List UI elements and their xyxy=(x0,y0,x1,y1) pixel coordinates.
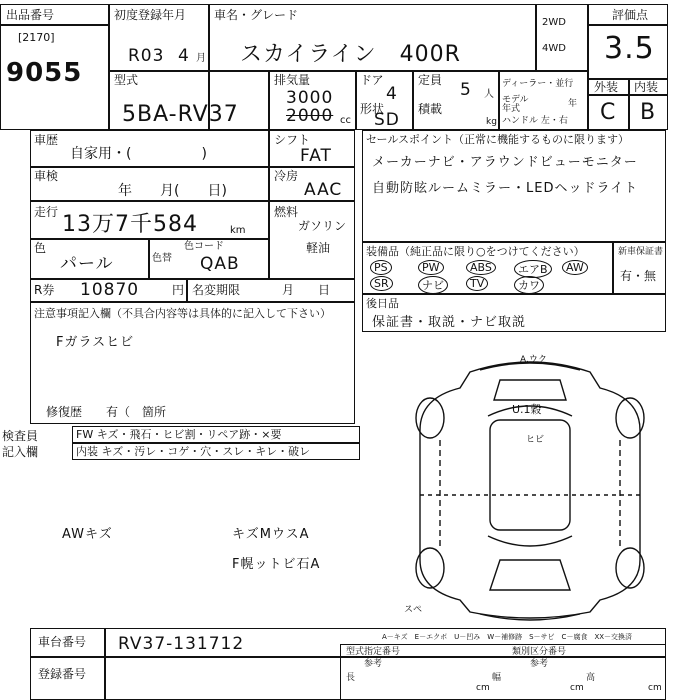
length-label: 長 xyxy=(346,673,356,683)
recycle-value: 10870 xyxy=(80,280,140,300)
after-docs-label: 後日品 xyxy=(366,297,399,310)
remark-right-2: F幌ットビ石A xyxy=(232,557,321,572)
equip-item: カワ xyxy=(514,276,544,294)
equip-item: AW xyxy=(562,260,588,275)
color-tone-label: 色替 xyxy=(152,253,172,264)
color-code-value: QAB xyxy=(200,254,240,274)
cls-label: 類別区分番号 xyxy=(512,647,567,657)
mileage-value: 13万7千584 xyxy=(62,212,198,237)
inspection-value: 年 月( 日) xyxy=(118,183,227,199)
equip-item: PS xyxy=(370,260,392,275)
aircon-value: AAC xyxy=(304,180,343,200)
equip-item: ナビ xyxy=(418,276,448,294)
diagram-roof-note: U.1穀 xyxy=(512,403,542,416)
equip-item: PW xyxy=(418,260,444,275)
aircon-label: 冷房 xyxy=(274,169,299,183)
model-year-label: モデル年式 xyxy=(502,95,529,114)
cm-1: cm xyxy=(476,683,490,693)
first-reg-label: 初度登録年月 xyxy=(114,8,187,22)
interior-label: 内装 xyxy=(634,80,659,94)
inspector-row2-text: 内装 キズ・汚レ・コゲ・穴・スレ・キレ・破レ xyxy=(76,445,311,458)
lot-bracket: [2170] xyxy=(18,31,55,44)
sales-line1: メーカーナビ・アラウンドビューモニター xyxy=(372,155,638,170)
sales-line2: 自動防眩ルームミラー・LEDヘッドライト xyxy=(372,181,639,196)
exterior-label: 外装 xyxy=(594,80,619,94)
equip-item: ABS xyxy=(466,260,496,275)
inspector-row1-text: FW キズ・飛石・ヒビ割・リペア跡・×要 xyxy=(76,428,282,441)
interior-value: B xyxy=(640,100,657,125)
entry-label: 記入欄 xyxy=(2,445,39,459)
fuel-value2: 軽油 xyxy=(306,241,331,255)
diagram-windshield-note: ヒビ xyxy=(526,435,545,445)
door-label: ドア xyxy=(360,73,384,87)
model-spec-label: 型式指定番号 xyxy=(346,647,401,657)
drive-4wd: 4WD xyxy=(542,43,566,54)
ref-2: 参考 xyxy=(530,659,549,669)
shape-label: 形状 xyxy=(360,102,385,116)
year-unit: 年 xyxy=(568,99,578,109)
capacity-label: 定員 xyxy=(418,73,443,87)
inspector-label: 検査員 xyxy=(2,429,39,443)
cm-2: cm xyxy=(570,683,584,693)
type-value: 5BA-RV37 xyxy=(122,102,239,127)
model-label: 車名・グレード xyxy=(214,8,299,22)
repair-label: 修復歴 有（ 箇所 xyxy=(46,405,167,419)
equip-label: 装備品（純正品に限り○をつけてください） xyxy=(366,245,585,258)
remark-left: AWキズ xyxy=(62,527,113,542)
first-reg-month: 4 xyxy=(178,46,190,66)
shift-value: FAT xyxy=(300,146,332,166)
ref-1: 参考 xyxy=(364,659,383,669)
height-label: 高 xyxy=(586,673,596,683)
type-label: 型式 xyxy=(114,73,139,87)
shape-value: SD xyxy=(374,110,400,130)
warranty-label: 新車保証書 xyxy=(618,247,664,257)
remark-right-1: キズMウスA xyxy=(232,527,310,542)
color-label: 色 xyxy=(34,241,47,255)
name-change-value: 月 日 xyxy=(282,283,331,297)
shift-label: シフト xyxy=(274,133,311,147)
diagram-top-note: A.ウク xyxy=(520,355,547,365)
cm-3: cm xyxy=(648,683,662,693)
equip-item: TV xyxy=(466,276,488,291)
name-change-label: 名変期限 xyxy=(192,283,241,297)
capacity-unit: 人 xyxy=(484,89,494,100)
score-label: 評価点 xyxy=(612,8,649,22)
width-label: 幅 xyxy=(492,673,502,683)
handle-label: ハンドル 左・右 xyxy=(502,116,568,126)
equip-item: SR xyxy=(370,276,393,291)
history-value: 自家用・( ) xyxy=(70,146,207,162)
diagram-legend: A－キズ E－エクボ U－凹み W－補修跡 S－サビ C－腐食 XX－交換済 xyxy=(382,633,633,641)
load-label: 積載 xyxy=(418,102,443,116)
km-unit: km xyxy=(230,225,246,236)
after-docs-value: 保証書・取説・ナビ取説 xyxy=(372,315,527,330)
diagram-bottom-note: スペ xyxy=(404,605,423,615)
chassis-label: 車台番号 xyxy=(38,635,87,649)
capacity-value: 5 xyxy=(460,80,472,100)
color-code-label: 色コード xyxy=(184,241,224,252)
door-value: 4 xyxy=(386,84,398,104)
chassis-value: RV37-131712 xyxy=(118,634,245,654)
reg-label: 登録番号 xyxy=(38,667,87,681)
lot-label: 出品番号 xyxy=(6,8,55,22)
sales-label: セールスポイント（正常に機能するものに限ります） xyxy=(366,133,630,146)
history-label: 車歴 xyxy=(34,133,59,147)
warranty-value: 有・無 xyxy=(620,269,657,283)
fuel-value1: ガソリン xyxy=(298,219,347,233)
lot-number: 9055 xyxy=(6,58,83,88)
notes-value: Fガラスヒビ xyxy=(56,335,135,350)
month-unit: 月 xyxy=(196,53,206,64)
kg-unit: kg xyxy=(486,117,497,127)
exterior-value: C xyxy=(600,100,617,125)
mileage-label: 走行 xyxy=(34,205,59,219)
first-reg-era: R03 xyxy=(128,46,165,66)
equip-item: エアB xyxy=(514,260,552,278)
drive-2wd: 2WD xyxy=(542,17,566,28)
score-value: 3.5 xyxy=(604,31,655,66)
notes-label: 注意事項記入欄（不具合内容等は具体的に記入して下さい） xyxy=(34,307,331,320)
displacement-label: 排気量 xyxy=(274,73,311,87)
recycle-label: R券 xyxy=(34,283,55,297)
displacement-struck: 2000 xyxy=(286,106,334,126)
yen-unit: 円 xyxy=(172,283,185,297)
color-value: パール xyxy=(60,254,114,274)
fuel-label: 燃料 xyxy=(274,205,299,219)
model-value: スカイライン 400R xyxy=(240,42,461,67)
dealer-label: ディーラー・並行 xyxy=(502,79,574,89)
displacement-value: 3000 xyxy=(286,88,334,108)
inspection-label: 車検 xyxy=(34,169,59,183)
cc-unit: cc xyxy=(340,115,351,126)
